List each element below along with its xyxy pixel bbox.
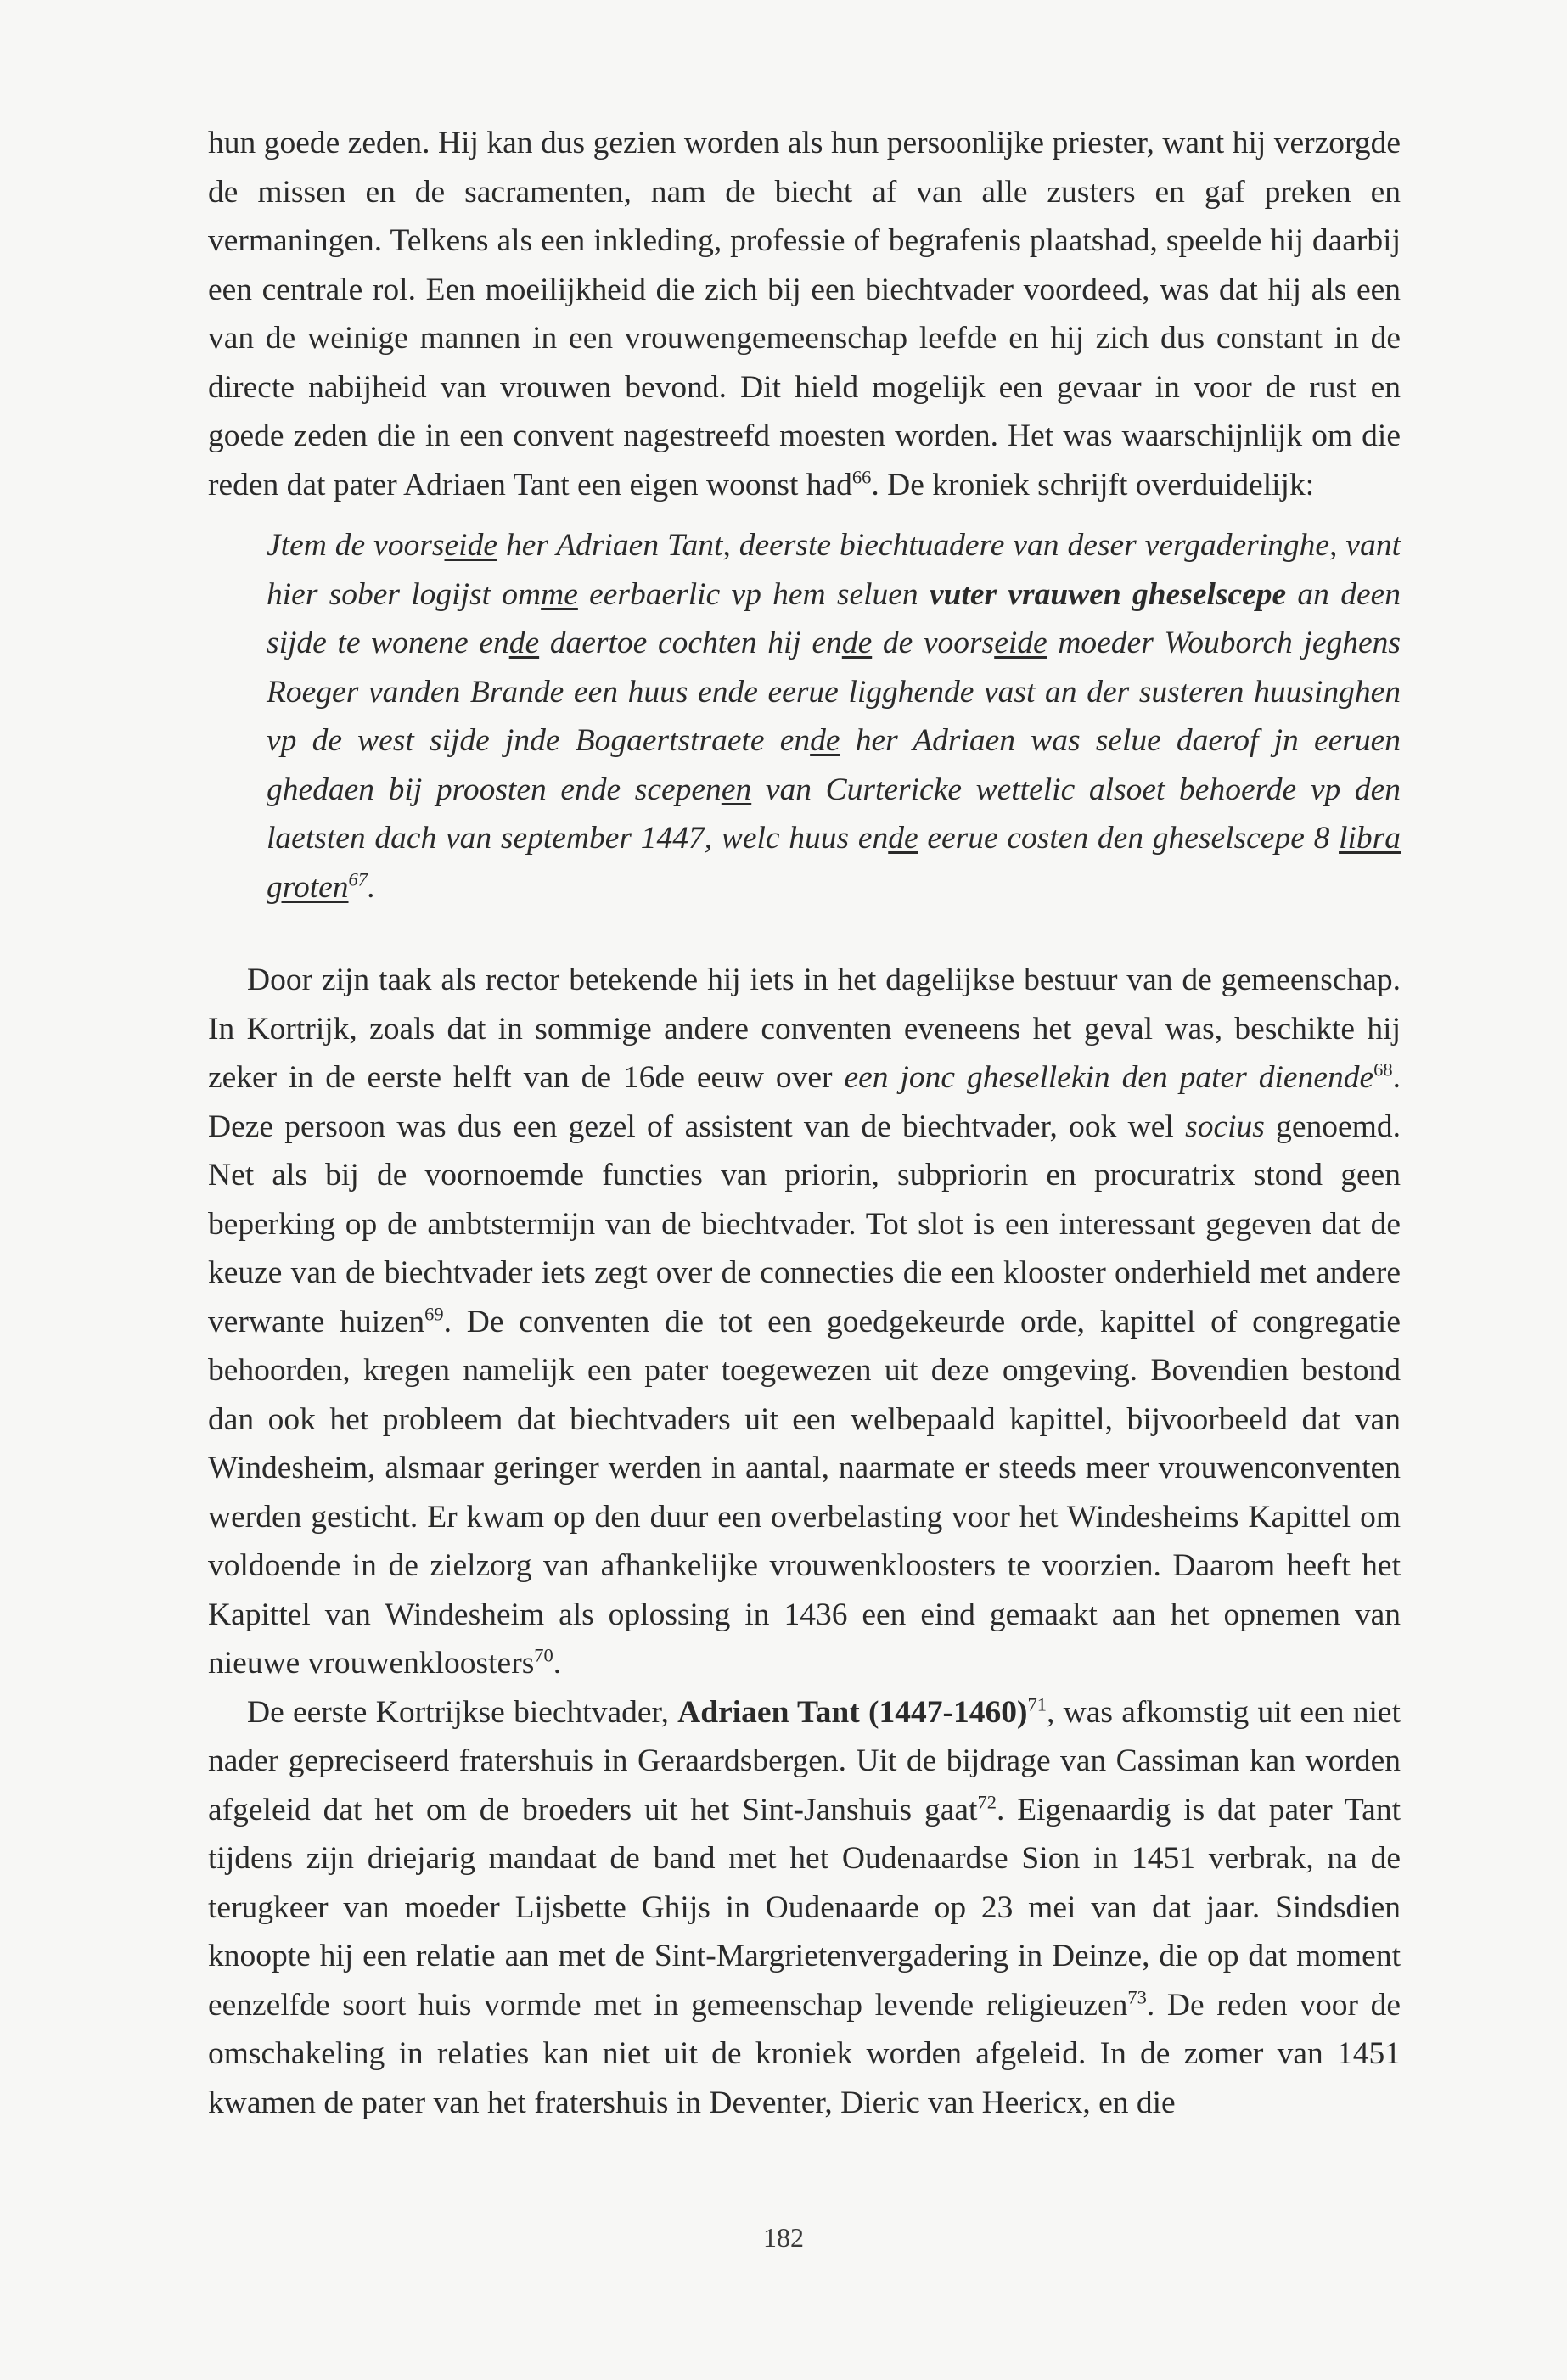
paragraph-3-text: , was afkomstig uit een niet nader gepreciseerd fratershuis in Geraardsbergen. Uit de bijdrage van Cassiman kan worden afgeleid dat het om de broeders uit het Sint-Janshuis gaat	[208, 1694, 1401, 1827]
paragraph-3	[208, 1688, 1401, 2128]
quote-text: her Adriaen Tant, deerste biechtuadere van deser vergaderinghe, vant hier sober logijst om	[267, 528, 1401, 612]
quote-text: moeder Wouborch jeghens Roeger vanden Brande een huus ende eerue ligghende vast an der susteren huusinghen vp de west sijde jnde Bogaertstraete en	[267, 626, 1401, 758]
paragraph-2-text: genoemd. Net als bij de voornoemde functies van priorin, subpriorin en procuratrix stond geen beperking op de ambtstermijn van de biechtvader. Tot slot is een interessant gegeven dat de keuze van de biechtvader iets zegt over de connecties die een klooster onderhield met andere verwante huizen	[208, 1109, 1401, 1339]
quote-text: eerbaerlic vp hem seluen	[577, 576, 930, 612]
quote-abbrev: me	[541, 576, 578, 612]
quote-abbrev: en	[721, 772, 752, 807]
quote-text: de voors	[872, 626, 995, 660]
quote-text: van Curtericke wettelic alsoet behoerde vp den laetsten dach van september 1447, welc huus en	[267, 772, 1401, 856]
quote-text: eerue costen den gheselscepe 8	[918, 821, 1340, 856]
footnote-ref-66[interactable]: 66	[851, 466, 872, 487]
paragraph-2-text: . Deze persoon was dus een gezel of assistent van de biechtvader, ook wel	[208, 1060, 1401, 1144]
quote-abbrev: eide	[994, 626, 1047, 660]
quote-abbrev: libra	[1339, 821, 1401, 856]
footnote-ref-67[interactable]: 67	[348, 868, 368, 890]
quote-text: daertoe cochten hij en	[539, 626, 842, 660]
paragraph-1	[208, 119, 1401, 509]
quote-text: her Adriaen was selue daerof jn eeruen ghedaen bij proosten ende scepen	[267, 723, 1401, 807]
paragraph-2-text: . De conventen die tot een goedgekeurde orde, kapittel of congregatie behoorden, kregen namelijk een pater toegewezen uit deze omgeving. Bovendien bestond dan ook het probleem dat biechtvaders uit een welbepaald kapittel, bijvoorbeeld dat van Windesheim, alsmaar geringer werden in aantal, naarmate er steeds meer vrouwenconventen werden gesticht. Er kwam op den duur een overbelasting voor het Windesheims Kapittel om voldoende in de zielzorg van afhankelijke vrouwenkloosters te voorzien. Daarom heeft het Kapittel van Windesheim als oplossing in 1436 een eind gemaakt aan het opnemen van nieuwe vrouwenkloosters	[208, 1304, 1401, 1681]
quote-abbrev: groten	[267, 869, 349, 905]
paragraph-3-text: . De reden voor de omschakeling in relaties kan niet uit de kroniek worden afgeleid. In de zomer van 1451 kwamen de pater van het fratershuis in Deventer, Dieric van Heericx, en die	[208, 1987, 1401, 2120]
page-number: 182	[763, 2222, 804, 2253]
paragraph-3-text: . Eigenaardig is dat pater Tant tijdens zijn driejarig mandaat de band met het Oudenaardse Sion in 1451 verbrak, na de terugkeer van moeder Lijsbette Ghijs in Oudenaarde op 23 mei van dat jaar. Sindsdien knoopte hij een relatie aan met de Sint-Margrietenvergadering in Deinze, die op dat moment eenzelfde soort huis vormde met in gemeenschap levende religieuzen	[208, 1792, 1401, 2023]
footnote-ref-73[interactable]: 73	[1127, 1986, 1147, 2007]
quote-abbrev: de	[888, 821, 918, 856]
paragraph-1-text-end: . De kroniek schrijft overduidelijk:	[871, 467, 1315, 502]
italic-phrase: een jonc ghesellekin den pater dienende	[844, 1060, 1374, 1095]
paragraph-2	[208, 956, 1401, 1688]
name-heading: Adriaen Tant (1447-1460)	[677, 1694, 1028, 1730]
quote-abbrev: de	[841, 626, 873, 660]
paragraph-3-text: De eerste Kortrijkse biechtvader,	[247, 1694, 678, 1730]
quote-text: Jtem de voors	[267, 528, 445, 563]
footnote-ref-68[interactable]: 68	[1373, 1058, 1393, 1081]
footnote-ref-69[interactable]: 69	[424, 1303, 444, 1324]
paragraph-2-text: Door zijn taak als rector betekende hij iets in het dagelijkse bestuur van de gemeenschap. In Kortrijk, zoals dat in sommige andere conventen eveneens het geval was, beschikte hij zeker in de eerste helft van de 16de eeuw over	[208, 963, 1401, 1095]
quote-text: .	[368, 869, 376, 905]
chronicle-quote	[267, 521, 1401, 912]
quote-abbrev: eide	[444, 528, 497, 563]
italic-term: socius	[1185, 1109, 1265, 1144]
footnote-ref-72[interactable]: 72	[977, 1791, 997, 1812]
quote-abbrev: de	[508, 626, 540, 660]
footnote-ref-70[interactable]: 70	[534, 1644, 553, 1666]
quote-emphasis: vuter vrauwen gheselscepe	[929, 576, 1287, 612]
quote-text: an deen sijde te wonene en	[267, 576, 1401, 660]
paragraph-1-text: hun goede zeden. Hij kan dus gezien worden als hun persoonlijke priester, want hij verzorgde de missen en de sacramenten, nam de biecht af van alle zusters en gaf preken en vermaningen. Telkens als een inkleding, professie of begrafenis plaatshad, speelde hij daarbij een centrale rol. Een moeilijkheid die zich bij een biechtvader voordeed, was dat hij als een van de weinige mannen in een vrouwengemeenschap leefde en hij zich dus constant in de directe nabijheid van vrouwen bevond. Dit hield mogelijk een gevaar in voor de rust en goede zeden die in een convent nagestreefd moesten worden. Het was waarschijnlijk om die reden dat pater Adriaen Tant een eigen woonst had	[208, 126, 1401, 502]
paragraph-2-text: .	[553, 1646, 562, 1681]
quote-abbrev: de	[810, 723, 840, 758]
footnote-ref-71[interactable]: 71	[1027, 1693, 1047, 1715]
page-body	[208, 119, 1401, 2127]
